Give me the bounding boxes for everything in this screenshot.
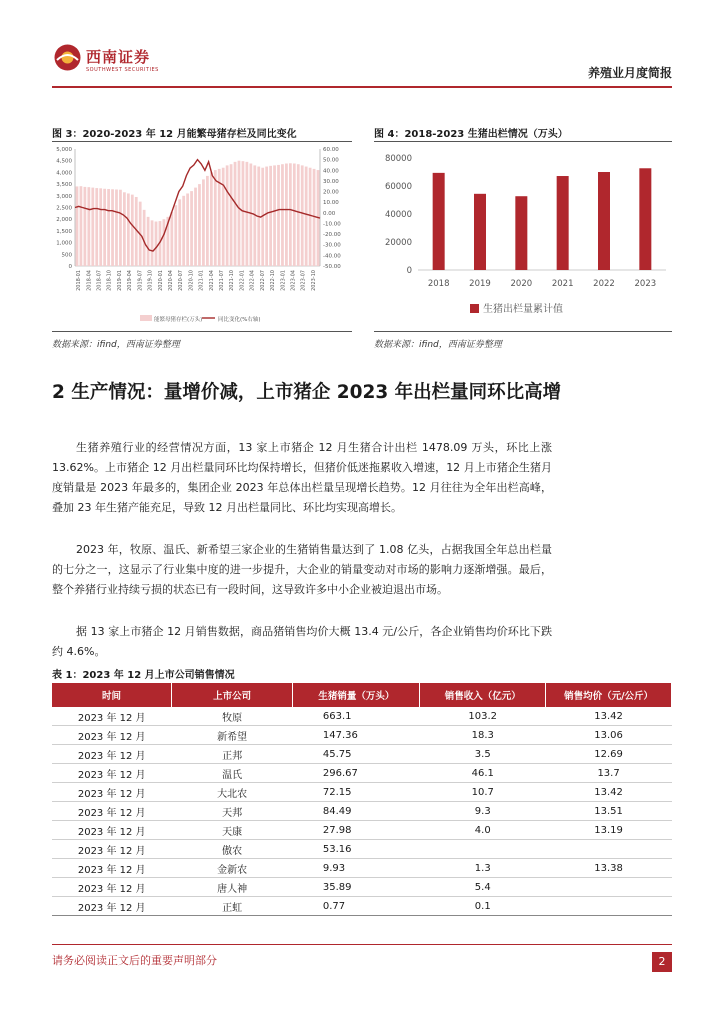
table-cell: 84.49 <box>293 802 420 821</box>
table-cell: 13.42 <box>546 707 672 726</box>
table-cell: 13.38 <box>546 859 672 878</box>
bar <box>226 165 229 266</box>
table-row <box>52 802 672 821</box>
bar <box>155 222 158 266</box>
bar <box>249 164 252 266</box>
bar <box>111 189 114 266</box>
table-row <box>52 783 672 802</box>
table-cell: 46.1 <box>420 764 546 783</box>
disclaimer: 请务必阅读正文后的重要声明部分 <box>52 954 217 967</box>
table-body <box>52 707 672 916</box>
x-tick-label: 2022 <box>593 279 615 289</box>
x-tick-label: 2020-01 <box>157 270 164 291</box>
bar <box>285 164 288 266</box>
y2-tick-label: 0.00 <box>323 210 336 217</box>
bar <box>234 162 237 266</box>
legend-swatch <box>470 304 479 313</box>
x-tick-label: 2022-04 <box>249 270 256 291</box>
table-cell: 13.06 <box>546 726 672 745</box>
bar <box>246 162 249 266</box>
table-cell: 2023 年 12 月 <box>52 707 171 726</box>
table-cell: 2023 年 12 月 <box>52 859 171 878</box>
figure4-bottom-rule <box>374 331 672 332</box>
y2-tick-label: 30.00 <box>323 178 339 185</box>
x-tick-label: 2019-07 <box>137 270 144 291</box>
table-cell: 金新农 <box>171 859 292 878</box>
bar <box>277 165 280 266</box>
column-header: 上市公司 <box>171 683 292 707</box>
bar <box>202 179 205 266</box>
bar <box>515 196 527 270</box>
table-header-row <box>52 683 672 707</box>
table-cell: 12.69 <box>546 745 672 764</box>
bar <box>194 188 197 266</box>
company-logo-icon <box>54 44 81 71</box>
table-cell: 天邦 <box>171 802 292 821</box>
bar <box>99 188 102 266</box>
x-tick-label: 2022-10 <box>270 270 277 291</box>
y2-tick-label: -50.00 <box>323 264 341 270</box>
table-cell: 0.1 <box>420 897 546 916</box>
bar <box>80 186 83 266</box>
y-tick-label: 4,500 <box>56 158 72 165</box>
bar <box>91 188 94 266</box>
x-tick-label: 2023-10 <box>310 270 317 291</box>
header-divider <box>52 86 672 88</box>
table-cell: 大北农 <box>171 783 292 802</box>
bar <box>186 193 189 266</box>
bar <box>198 184 201 266</box>
table-row <box>52 764 672 783</box>
table-cell <box>546 897 672 916</box>
bar <box>87 187 90 266</box>
footer-divider <box>52 944 672 945</box>
x-tick-label: 2021-10 <box>229 270 236 291</box>
sales-table <box>52 683 672 916</box>
table-cell: 正虹 <box>171 897 292 916</box>
bar <box>206 176 209 266</box>
bar <box>127 193 130 266</box>
y-tick-label: 60000 <box>384 182 412 192</box>
table-cell: 2023 年 12 月 <box>52 745 171 764</box>
x-tick-label: 2019 <box>469 279 491 289</box>
bar <box>293 164 296 266</box>
y-tick-label: 1,500 <box>56 228 72 235</box>
report-title: 养殖业月度简报 <box>587 66 672 80</box>
table-cell: 103.2 <box>420 707 546 726</box>
table-caption: 表 1：2023 年 12 月上市公司销售情况 <box>52 670 235 681</box>
y2-tick-label: -30.00 <box>323 242 341 249</box>
table-cell: 5.4 <box>420 878 546 897</box>
y2-tick-label: -20.00 <box>323 232 341 239</box>
bar <box>214 170 217 266</box>
table-cell: 0.77 <box>293 897 420 916</box>
bar <box>230 164 233 266</box>
table-row <box>52 840 672 859</box>
bar <box>281 164 284 266</box>
table-cell <box>546 840 672 859</box>
bar <box>598 172 610 270</box>
table-row <box>52 878 672 897</box>
figure3-caption: 图 3：2020-2023 年 12 月能繁母猪存栏及同比变化 <box>52 129 297 140</box>
table-cell: 3.5 <box>420 745 546 764</box>
table-cell: 10.7 <box>420 783 546 802</box>
table-cell: 13.7 <box>546 764 672 783</box>
brand-name-en: SOUTHWEST SECURITIES <box>86 67 159 73</box>
x-tick-label: 2019-04 <box>127 270 134 291</box>
x-tick-label: 2023-04 <box>290 270 297 291</box>
x-tick-label: 2018-10 <box>106 270 113 291</box>
x-tick-label: 2022-07 <box>259 270 266 291</box>
brand-name: 西南证券 <box>86 48 151 66</box>
column-header: 销售收入（亿元） <box>420 683 546 707</box>
bar <box>305 167 308 266</box>
x-tick-label: 2022-01 <box>239 270 246 291</box>
bar <box>242 161 245 266</box>
table-cell: 2023 年 12 月 <box>52 726 171 745</box>
table-cell: 13.42 <box>546 783 672 802</box>
bar <box>301 165 304 266</box>
legend-swatch-bar <box>140 315 152 321</box>
x-tick-label: 2021-04 <box>208 270 215 291</box>
y2-tick-label: 50.00 <box>323 157 339 164</box>
table-cell: 53.16 <box>293 840 420 859</box>
bar <box>115 189 118 266</box>
bar <box>639 168 651 270</box>
table-cell: 18.3 <box>420 726 546 745</box>
table-cell: 2023 年 12 月 <box>52 897 171 916</box>
table-cell <box>420 840 546 859</box>
table-cell: 663.1 <box>293 707 420 726</box>
y2-tick-label: 20.00 <box>323 189 339 196</box>
paragraph: 生猪养殖行业的经营情况方面，13 家上市猪企 12 月生猪合计出栏 1478.09 万头，环比上涨 13.62%。上市猪企 12 月出栏量同环比均保持增长，但猪价低迷拖累收入增速，12 月上市猪企生猪月度销量是 2023 年最多的，集团企业 2023 年总体出栏量呈现增长趋势。12 月往往为全年出栏高峰，叠加 23 年生猪产能充足，导致 12 月出栏量同比、环比均实现高增长。 <box>52 441 552 514</box>
bar <box>123 192 126 266</box>
x-tick-label: 2018-04 <box>86 270 93 291</box>
table-cell: 9.93 <box>293 859 420 878</box>
hog-output-chart <box>374 143 672 329</box>
table-cell: 新希望 <box>171 726 292 745</box>
bar <box>289 163 292 266</box>
table-cell: 2023 年 12 月 <box>52 802 171 821</box>
bar <box>273 165 276 266</box>
paragraph: 据 13 家上市猪企 12 月销售数据，商品猪销售均价大概 13.4 元/公斤，各企业销售均价环比下跌约 4.6%。 <box>52 625 552 658</box>
table-cell: 35.89 <box>293 878 420 897</box>
legend-label: 能繁母猪存栏(万头) <box>154 317 203 323</box>
bar <box>210 172 213 266</box>
table-row <box>52 897 672 916</box>
bar <box>103 189 106 266</box>
bar <box>269 166 272 266</box>
table-cell: 296.67 <box>293 764 420 783</box>
table-cell <box>546 878 672 897</box>
bar <box>107 189 110 266</box>
table-cell: 温氏 <box>171 764 292 783</box>
table-cell: 唐人神 <box>171 878 292 897</box>
bar <box>119 190 122 266</box>
table-row <box>52 821 672 840</box>
column-header: 时间 <box>52 683 171 707</box>
x-tick-label: 2023-01 <box>280 270 287 291</box>
column-header: 销售均价（元/公斤） <box>546 683 672 707</box>
x-tick-label: 2021 <box>551 279 574 289</box>
table-cell: 牧原 <box>171 707 292 726</box>
table-cell: 2023 年 12 月 <box>52 878 171 897</box>
figure4-source: 数据来源：ifind，西南证券整理 <box>374 340 502 350</box>
y-tick-label: 3,500 <box>56 182 72 189</box>
table-cell: 2023 年 12 月 <box>52 764 171 783</box>
figure3-source: 数据来源：ifind，西南证券整理 <box>52 340 180 350</box>
figure4-caption: 图 4：2018-2023 生猪出栏情况（万头） <box>374 129 568 140</box>
y-tick-label: 3,000 <box>56 193 72 200</box>
y-tick-label: 40000 <box>384 210 412 220</box>
bar <box>174 205 177 266</box>
x-tick-label: 2021-01 <box>198 270 205 291</box>
table-cell: 4.0 <box>420 821 546 840</box>
table-cell: 13.51 <box>546 802 672 821</box>
column-header: 生猪销量（万头） <box>293 683 420 707</box>
x-tick-label: 2023-07 <box>300 270 307 291</box>
y-tick-label: 0 <box>68 264 72 270</box>
legend-label: 同比变化(%右轴) <box>218 317 261 323</box>
x-tick-label: 2019-10 <box>147 270 154 291</box>
page-number: 2 <box>652 952 672 972</box>
table-row <box>52 859 672 878</box>
y2-tick-label: 10.00 <box>323 200 339 207</box>
table-cell: 9.3 <box>420 802 546 821</box>
table-cell: 45.75 <box>293 745 420 764</box>
bar <box>190 191 193 266</box>
bar <box>147 217 150 266</box>
legend-label: 生猪出栏量累计值 <box>483 304 563 315</box>
x-tick-label: 2018-07 <box>96 270 103 291</box>
bar <box>297 164 300 266</box>
bar <box>557 176 569 270</box>
bar <box>309 168 312 266</box>
figure3-top-rule <box>52 141 352 142</box>
figure4-top-rule <box>374 141 672 142</box>
bar <box>76 186 79 266</box>
table-cell: 2023 年 12 月 <box>52 840 171 859</box>
table-cell: 2023 年 12 月 <box>52 821 171 840</box>
table-cell: 13.19 <box>546 821 672 840</box>
x-tick-label: 2019-01 <box>116 270 123 291</box>
table-row <box>52 707 672 726</box>
figure3-bottom-rule <box>52 331 352 332</box>
y2-tick-label: -40.00 <box>323 253 341 260</box>
bar <box>222 168 225 266</box>
table-cell: 72.15 <box>293 783 420 802</box>
x-tick-label: 2020 <box>510 279 533 289</box>
table-row <box>52 745 672 764</box>
bar <box>131 195 134 266</box>
bar <box>433 173 445 270</box>
x-tick-label: 2018 <box>427 279 450 289</box>
x-tick-label: 2020-10 <box>188 270 195 291</box>
y2-tick-label: 40.00 <box>323 168 339 175</box>
y-tick-label: 0 <box>406 266 412 276</box>
y2-tick-label: 60.00 <box>323 147 339 153</box>
bar <box>265 167 268 266</box>
x-tick-label: 2020-04 <box>167 270 174 291</box>
bar <box>178 199 181 266</box>
y-tick-label: 5,000 <box>56 147 72 153</box>
y-tick-label: 1,000 <box>56 240 72 247</box>
paragraph: 2023 年，牧原、温氏、新希望三家企业的生猪销售量达到了 1.08 亿头，占据我国全年总出栏量的七分之一，这显示了行业集中度的进一步提升，大企业的销量变动对市场的影响力逐渐增强。最后，整个养猪行业持续亏损的状态已有一段时间，这导致许多中小企业被迫退出市场。 <box>52 543 552 596</box>
bar <box>474 194 486 270</box>
table-cell: 2023 年 12 月 <box>52 783 171 802</box>
bar <box>83 187 86 266</box>
table-cell: 天康 <box>171 821 292 840</box>
bar <box>182 196 185 266</box>
bar <box>170 212 173 266</box>
table-cell: 傲农 <box>171 840 292 859</box>
table-row <box>52 726 672 745</box>
table-cell: 147.36 <box>293 726 420 745</box>
bar <box>238 161 241 266</box>
y-tick-label: 2,500 <box>56 205 72 212</box>
y-tick-label: 4,000 <box>56 170 72 177</box>
y-tick-label: 80000 <box>384 154 412 164</box>
y-tick-label: 500 <box>61 252 72 259</box>
sow-inventory-chart <box>52 143 352 329</box>
table-cell: 正邦 <box>171 745 292 764</box>
bar <box>163 219 166 266</box>
x-tick-label: 2020-07 <box>178 270 185 291</box>
y-tick-label: 2,000 <box>56 217 72 224</box>
x-tick-label: 2023 <box>634 279 657 289</box>
y2-tick-label: -10.00 <box>323 221 341 228</box>
bar <box>95 188 98 266</box>
table-cell: 27.98 <box>293 821 420 840</box>
x-tick-label: 2021-07 <box>219 270 226 291</box>
y-tick-label: 20000 <box>384 238 412 248</box>
section-title: 2 生产情况：量增价减，上市猪企 2023 年出栏量同环比高增 <box>52 382 562 403</box>
bar <box>151 220 154 266</box>
table-cell: 1.3 <box>420 859 546 878</box>
x-tick-label: 2018-01 <box>76 270 83 291</box>
